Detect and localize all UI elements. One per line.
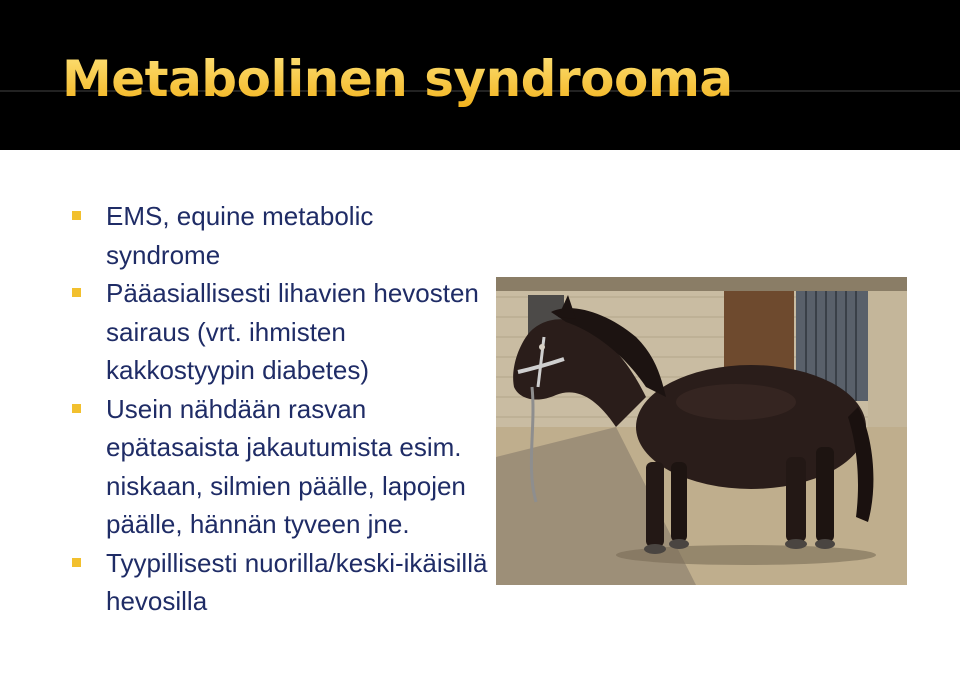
title-bar (0, 0, 960, 150)
bullet-item (70, 544, 490, 621)
bullet-item (70, 390, 490, 544)
bullet-text: Usein nähdään rasvan epätasaista jakautumista esim. niskaan, silmien päälle, lapojen päälle, hännän tyveen jne. (106, 393, 466, 539)
bullet-icon (72, 288, 81, 297)
bullet-icon (72, 404, 81, 413)
bullet-icon (72, 211, 81, 220)
bullet-item (70, 197, 490, 274)
slide-title: Metabolinen syndrooma (62, 50, 733, 108)
bullet-text: Pääasiallisesti lihavien hevosten sairaus (vrt. ihmisten kakkostyypin diabetes) (106, 278, 479, 385)
bullet-list (70, 197, 490, 621)
bullet-text: Tyypillisesti nuorilla/keski-ikäisillä hevosilla (106, 547, 488, 616)
bullet-icon (72, 558, 81, 567)
bullet-item (70, 274, 490, 390)
pony-illustration (496, 277, 907, 585)
pony-photo (496, 277, 907, 585)
bullet-text: EMS, equine metabolic syndrome (106, 201, 374, 270)
